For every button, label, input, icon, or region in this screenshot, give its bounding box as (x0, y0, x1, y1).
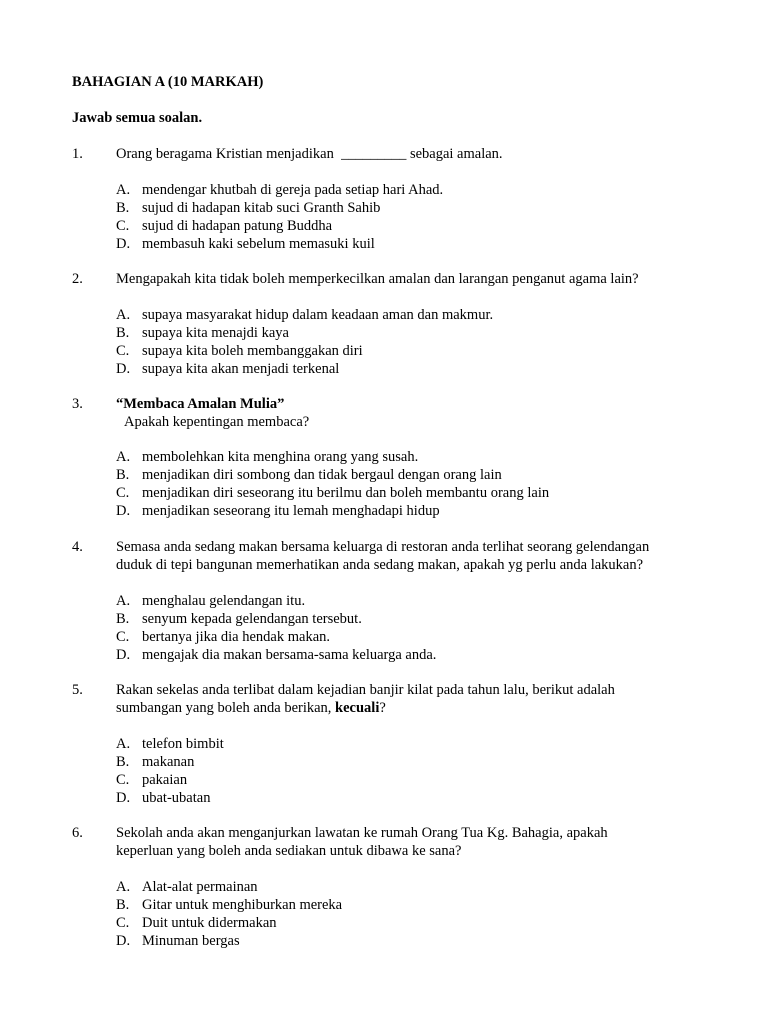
question-text-line (116, 699, 692, 717)
question-number: 3. (72, 396, 83, 412)
option-text: makanan (142, 754, 195, 770)
option-a (116, 735, 692, 753)
question-6 (72, 824, 692, 950)
option-letter: B. (116, 200, 130, 216)
option-letter: C. (116, 485, 130, 501)
question-2 (72, 270, 692, 378)
question-number: 6. (72, 825, 83, 841)
question-text (116, 395, 692, 431)
option-letter: B. (116, 611, 130, 627)
option-b (116, 466, 692, 484)
question-text-line: Sekolah anda akan menganjurkan lawatan ke rumah Orang Tua Kg. Bahagia, apakah (116, 825, 608, 841)
option-text: Duit untuk didermakan (142, 915, 277, 931)
question-text-line: Semasa anda sedang makan bersama keluarga di restoran anda terlihat seorang gelendangan (116, 539, 650, 555)
option-d (116, 235, 692, 253)
option-d (116, 646, 692, 664)
question-text-line: keperluan yang boleh anda sediakan untuk dibawa ke sana? (116, 843, 462, 859)
question-prompt: Apakah kepentingan membaca? (124, 414, 310, 430)
option-text: mengajak dia makan bersama-sama keluarga anda. (142, 647, 437, 663)
option-text: mendengar khutbah di gereja pada setiap hari Ahad. (142, 182, 444, 198)
option-letter: C. (116, 343, 130, 359)
option-text: telefon bimbit (142, 736, 224, 752)
option-text: menjadikan seseorang itu lemah menghadapi hidup (142, 503, 440, 519)
option-d (116, 789, 692, 807)
option-text: membasuh kaki sebelum memasuki kuil (142, 236, 375, 252)
instruction: Jawab semua soalan. (72, 110, 203, 126)
option-d (116, 502, 692, 520)
option-c (116, 342, 692, 360)
option-letter: C. (116, 915, 130, 931)
option-text: bertanya jika dia hendak makan. (142, 629, 331, 645)
option-letter: D. (116, 790, 131, 806)
question-4 (72, 538, 692, 664)
option-letter: C. (116, 772, 130, 788)
option-text: senyum kepada gelendangan tersebut. (142, 611, 362, 627)
option-letter: C. (116, 218, 130, 234)
option-text: Gitar untuk menghiburkan mereka (142, 897, 343, 913)
option-text: supaya kita menajdi kaya (142, 325, 289, 341)
question-text-line: duduk di tepi bangunan memerhatikan anda sedang makan, apakah yg perlu anda lakukan? (116, 557, 644, 573)
option-c (116, 217, 692, 235)
option-letter: D. (116, 503, 131, 519)
option-text: ubat-ubatan (142, 790, 211, 806)
section-title: BAHAGIAN A (10 MARKAH) (72, 74, 264, 90)
question-text-part: sumbangan yang boleh anda berikan, (116, 700, 336, 716)
option-letter: A. (116, 879, 131, 895)
question-number: 5. (72, 682, 83, 698)
option-b (116, 199, 692, 217)
option-b (116, 896, 692, 914)
option-letter: A. (116, 593, 131, 609)
option-text: menjadikan diri sombong dan tidak bergaul dengan orang lain (142, 467, 502, 483)
question-text: Orang beragama Kristian menjadikan _________ sebagai amalan. (116, 146, 503, 162)
option-letter: B. (116, 325, 130, 341)
option-b (116, 610, 692, 628)
question-number: 2. (72, 271, 83, 287)
option-text: pakaian (142, 772, 188, 788)
option-text: supaya masyarakat hidup dalam keadaan aman dan makmur. (142, 307, 494, 323)
option-text: supaya kita akan menjadi terkenal (142, 361, 340, 377)
option-a (116, 878, 692, 896)
option-a (116, 181, 692, 199)
option-letter: D. (116, 647, 131, 663)
option-letter: D. (116, 361, 131, 377)
option-c (116, 914, 692, 932)
option-b (116, 753, 692, 771)
option-text: supaya kita boleh membanggakan diri (142, 343, 363, 359)
option-letter: A. (116, 736, 131, 752)
option-letter: A. (116, 182, 131, 198)
option-list (116, 735, 692, 807)
option-letter: A. (116, 307, 131, 323)
option-d (116, 932, 692, 950)
option-list (116, 306, 692, 378)
option-text: menjadikan diri seseorang itu berilmu dan boleh membantu orang lain (142, 485, 550, 501)
option-text: Alat-alat permainan (142, 879, 258, 895)
option-letter: B. (116, 467, 130, 483)
option-text: membolehkan kita menghina orang yang susah. (142, 449, 419, 465)
question-3 (72, 395, 692, 520)
option-letter: D. (116, 933, 131, 949)
question-1 (72, 145, 692, 253)
option-letter: C. (116, 629, 130, 645)
question-text (116, 538, 692, 574)
option-text: sujud di hadapan kitab suci Granth Sahib (142, 200, 381, 216)
question-number: 4. (72, 539, 83, 555)
question-text: Mengapakah kita tidak boleh memperkecilkan amalan dan larangan penganut agama lain? (116, 271, 639, 287)
question-text-end: ? (379, 700, 386, 716)
question-text (116, 824, 692, 860)
option-list (116, 181, 692, 253)
question-number: 1. (72, 146, 83, 162)
option-letter: D. (116, 236, 131, 252)
option-a (116, 592, 692, 610)
option-letter: B. (116, 897, 130, 913)
option-list (116, 878, 692, 950)
question-text (116, 681, 692, 717)
question-text-line: Rakan sekelas anda terlibat dalam kejadian banjir kilat pada tahun lalu, berikut adalah (116, 682, 615, 698)
option-text: Minuman bergas (142, 933, 240, 949)
option-a (116, 448, 692, 466)
option-b (116, 324, 692, 342)
question-title: “Membaca Amalan Mulia” (116, 396, 285, 412)
option-a (116, 306, 692, 324)
option-letter: A. (116, 449, 131, 465)
question-5 (72, 681, 692, 807)
option-c (116, 628, 692, 646)
question-emphasis: kecuali (335, 700, 380, 716)
option-list (116, 592, 692, 664)
option-list (116, 448, 692, 520)
option-d (116, 360, 692, 378)
option-c (116, 771, 692, 789)
option-letter: B. (116, 754, 130, 770)
option-text: menghalau gelendangan itu. (142, 593, 306, 609)
option-c (116, 484, 692, 502)
option-text: sujud di hadapan patung Buddha (142, 218, 333, 234)
